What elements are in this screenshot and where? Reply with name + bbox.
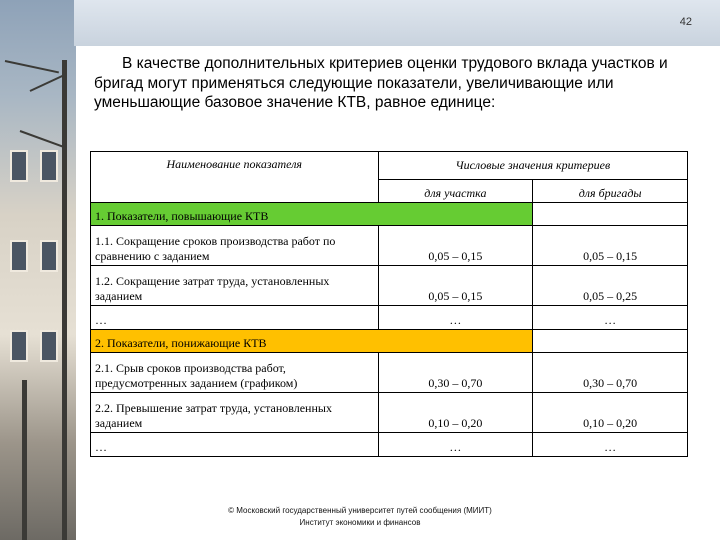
table-row <box>91 393 688 433</box>
table-row <box>91 433 688 457</box>
value-section: 0,05 – 0,15 <box>378 266 533 306</box>
header-for-section: для участка <box>378 180 533 203</box>
footer-university: © Московский государственный университет путей сообщения (МИИТ) <box>228 506 492 515</box>
table-header-row <box>91 152 688 180</box>
group-empty-cell <box>533 203 688 226</box>
value-section: 0,10 – 0,20 <box>378 393 533 433</box>
group-row-increase <box>91 203 688 226</box>
indicator-label: 2.2. Превышение затрат труда, установленных заданием <box>91 393 379 433</box>
indicator-label: 2.1. Срыв сроков производства работ, предусмотренных заданием (графиком) <box>91 353 379 393</box>
header-indicator-name: Наименование показателя <box>91 152 379 203</box>
value-section: 0,30 – 0,70 <box>378 353 533 393</box>
header-for-brigade: для бригады <box>533 180 688 203</box>
header-criteria-values: Числовые значения критериев <box>378 152 687 180</box>
group-empty-cell <box>533 330 688 353</box>
ktv-criteria-table <box>90 151 688 457</box>
value-brigade: … <box>533 306 688 330</box>
footer-institute: Институт экономики и финансов <box>299 518 421 527</box>
value-section: … <box>378 306 533 330</box>
value-section: … <box>378 433 533 457</box>
value-brigade: 0,05 – 0,25 <box>533 266 688 306</box>
table-row <box>91 226 688 266</box>
indicator-label: … <box>91 433 379 457</box>
value-brigade: 0,30 – 0,70 <box>533 353 688 393</box>
intro-paragraph: В качестве дополнительных критериев оценки трудового вклада участков и бригад могут применяться следующие показатели, увеличивающие или уменьшающие базовое значение КТВ, равное единице: <box>94 55 668 111</box>
indicator-label: 1.1. Сокращение сроков производства работ по сравнению с заданием <box>91 226 379 266</box>
indicator-label: 1.2. Сокращение затрат труда, установленных заданием <box>91 266 379 306</box>
indicator-label: … <box>91 306 379 330</box>
value-section: 0,05 – 0,15 <box>378 226 533 266</box>
group-label-increase: 1. Показатели, повышающие КТВ <box>91 203 533 226</box>
value-brigade: … <box>533 433 688 457</box>
background-photo <box>0 0 76 540</box>
page-number: 42 <box>679 16 692 28</box>
value-brigade: 0,05 – 0,15 <box>533 226 688 266</box>
table-row <box>91 266 688 306</box>
value-brigade: 0,10 – 0,20 <box>533 393 688 433</box>
group-label-decrease: 2. Показатели, понижающие КТВ <box>91 330 533 353</box>
table-row <box>91 306 688 330</box>
group-row-decrease <box>91 330 688 353</box>
header-bar <box>74 0 720 46</box>
table-row <box>91 353 688 393</box>
